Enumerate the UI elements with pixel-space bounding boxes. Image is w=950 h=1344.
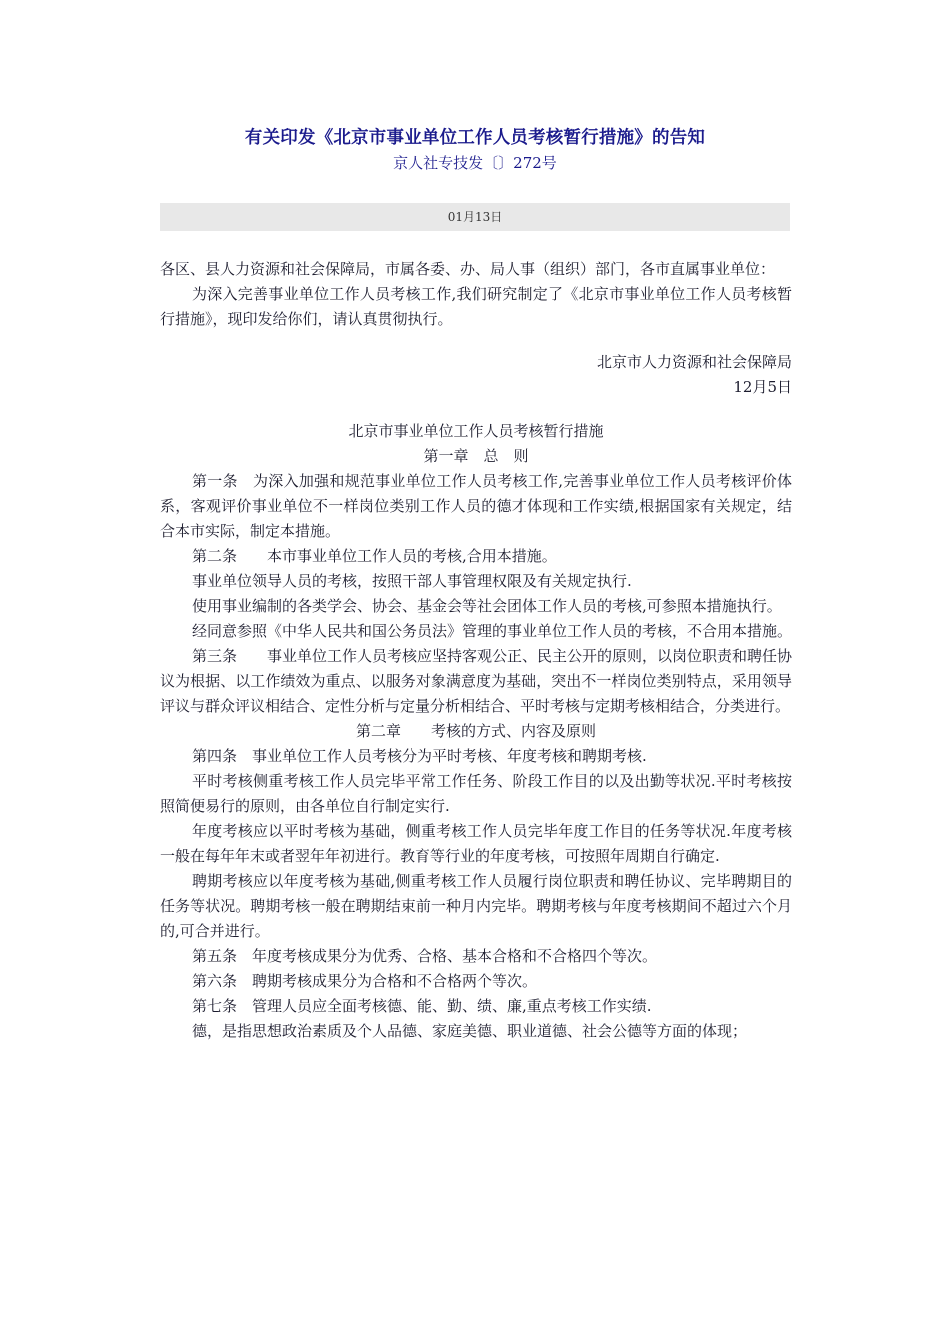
chapter-heading: 第一章 总 则 xyxy=(423,447,529,465)
spacer xyxy=(160,400,792,419)
date-bar xyxy=(160,203,790,231)
paragraph: 德，是指思想政治素质及个人品德、家庭美德、职业道德、社会公德等方面的体现； xyxy=(192,1022,748,1040)
paragraph: 年度考核应以平时考核为基础，侧重考核工作人员完毕年度工作目的任务等状况.年度考核一般在每年年末或者翌年年初进行。教育等行业的年度考核，可按照年周期自行确定. xyxy=(160,822,792,865)
paragraph: 平时考核侧重考核工作人员完毕平常工作任务、阶段工作目的以及出勤等状况.平时考核按照简便易行的原则，由各单位自行制定实行. xyxy=(160,772,792,815)
spacer xyxy=(160,332,792,350)
document-title: 有关印发《北京市事业单位工作人员考核暂行措施》的告知 xyxy=(244,128,706,148)
paragraph: 使用事业编制的各类学会、协会、基金会等社会团体工作人员的考核,可参照本措施执行。 xyxy=(192,597,782,615)
paragraph: 第五条 年度考核成果分为优秀、合格、基本合格和不合格四个等次。 xyxy=(192,947,658,965)
publish-date: 01月13日 xyxy=(447,210,503,224)
paragraph: 第二条 本市事业单位工作人员的考核,合用本措施。 xyxy=(192,547,557,565)
chapter-heading: 第二章 考核的方式、内容及原则 xyxy=(355,722,596,740)
paragraph: 第三条 事业单位工作人员考核应坚持客观公正、民主公开的原则，以岗位职责和聘任协议为根据、以工作绩效为重点、以服务对象满意度为基础，突出不一样岗位类别特点，采用领导评议与群众评议相结合、定性分析与定量分析相结合、平时考核与定期考核相结合，分类进行。 xyxy=(160,647,793,715)
sign-date: 12月5日 xyxy=(733,378,792,396)
recipients: 各区、县人力资源和社会保障局，市属各委、办、局人事（组织）部门，各市直属事业单位： xyxy=(160,260,776,278)
paragraph: 第七条 管理人员应全面考核德、能、勤、绩、廉,重点考核工作实绩. xyxy=(192,997,652,1015)
paragraph: 事业单位领导人员的考核，按照干部人事管理权限及有关规定执行. xyxy=(192,572,632,590)
notice-body: 为深入完善事业单位工作人员考核工作,我们研究制定了《北京市事业单位工作人员考核暂行措施》，现印发给你们，请认真贯彻执行。 xyxy=(160,285,792,328)
paragraph: 聘期考核应以年度考核为基础,侧重考核工作人员履行岗位职责和聘任协议、完毕聘期目的任务等状况。聘期考核一般在聘期结束前一种月内完毕。聘期考核与年度考核期间不超过六个月的,可合并进行。 xyxy=(160,872,792,940)
paragraph: 经同意参照《中华人民共和国公务员法》管理的事业单位工作人员的考核，不合用本措施。 xyxy=(192,622,793,640)
paragraph: 第四条 事业单位工作人员考核分为平时考核、年度考核和聘期考核. xyxy=(192,747,647,765)
paragraph: 第一条 为深入加强和规范事业单位工作人员考核工作,完善事业单位工作人员考核评价体系，客观评价事业单位不一样岗位类别工作人员的德才体现和工作实绩,根据国家有关规定，结合本市实际，制定本措施。 xyxy=(160,472,792,540)
paragraph: 第六条 聘期考核成果分为合格和不合格两个等次。 xyxy=(192,972,538,990)
signature: 北京市人力资源和社会保障局 xyxy=(596,353,792,371)
measures-title: 北京市事业单位工作人员考核暂行措施 xyxy=(348,422,604,440)
document-body xyxy=(160,257,792,1044)
document-number: 京人社专技发〔〕272号 xyxy=(393,154,557,172)
